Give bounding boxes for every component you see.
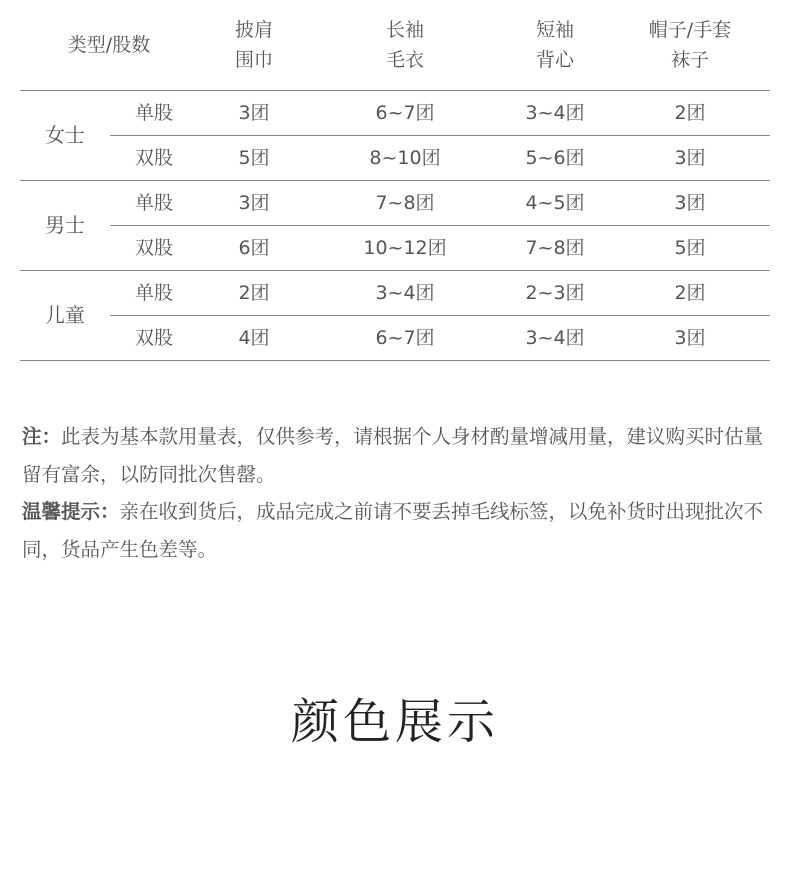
table-cell: 3团 (610, 135, 770, 180)
usage-notes (22, 418, 774, 568)
table-row (20, 135, 770, 180)
type-ply-header: 类型/股数 (20, 0, 198, 90)
table-cell: 7~8团 (500, 225, 610, 270)
ply-label: 单股 (110, 90, 198, 135)
table-cell: 5~6团 (500, 135, 610, 180)
yarn-usage-table (20, 0, 770, 361)
ply-label: 双股 (110, 135, 198, 180)
table-cell: 2团 (198, 270, 310, 315)
note-label: 注： (22, 425, 62, 448)
table-cell: 3~4团 (500, 90, 610, 135)
tip-paragraph (22, 493, 774, 568)
column-header-shawl-scarf: 披肩 围巾 (198, 0, 310, 90)
table-cell: 2~3团 (500, 270, 610, 315)
note-paragraph (22, 418, 774, 493)
ply-label: 双股 (110, 315, 198, 360)
table-row (20, 90, 770, 135)
ply-label: 双股 (110, 225, 198, 270)
column-header-long-sleeve-sweater: 长袖 毛衣 (310, 0, 500, 90)
table-cell: 3~4团 (310, 270, 500, 315)
table-cell: 7~8团 (310, 180, 500, 225)
table-cell: 4团 (198, 315, 310, 360)
table-row (20, 315, 770, 360)
gender-label-children: 儿童 (20, 270, 110, 360)
tip-label: 温馨提示： (22, 500, 120, 523)
table-cell: 2团 (610, 90, 770, 135)
table-cell: 3团 (198, 90, 310, 135)
table-cell: 3~4团 (500, 315, 610, 360)
table-cell: 6~7团 (310, 90, 500, 135)
table-row (20, 270, 770, 315)
ply-label: 单股 (110, 180, 198, 225)
table-row (20, 180, 770, 225)
color-display-heading: 颜色展示 (290, 694, 499, 750)
table-row (20, 225, 770, 270)
table-cell: 2团 (610, 270, 770, 315)
tip-text: 亲在收到货后，成品完成之前请不要丢掉毛线标签，以免补货时出现批次不同，货品产生色差等。 (22, 500, 764, 561)
table-header-row (20, 0, 770, 90)
table-cell: 3团 (198, 180, 310, 225)
ply-label: 单股 (110, 270, 198, 315)
table-cell: 6团 (198, 225, 310, 270)
note-text: 此表为基本款用量表，仅供参考，请根据个人身材酌量增减用量，建议购买时估量留有富余，以防同批次售罄。 (22, 425, 764, 486)
gender-label-women: 女士 (20, 90, 110, 180)
table-cell: 10~12团 (310, 225, 500, 270)
table-cell: 3团 (610, 315, 770, 360)
column-header-hat-gloves-socks: 帽子/手套 袜子 (610, 0, 770, 90)
table-cell: 5团 (610, 225, 770, 270)
table-cell: 8~10团 (310, 135, 500, 180)
column-header-short-sleeve-vest: 短袖 背心 (500, 0, 610, 90)
table-cell: 6~7团 (310, 315, 500, 360)
gender-label-men: 男士 (20, 180, 110, 270)
table-cell: 5团 (198, 135, 310, 180)
table-cell: 3团 (610, 180, 770, 225)
table-cell: 4~5团 (500, 180, 610, 225)
